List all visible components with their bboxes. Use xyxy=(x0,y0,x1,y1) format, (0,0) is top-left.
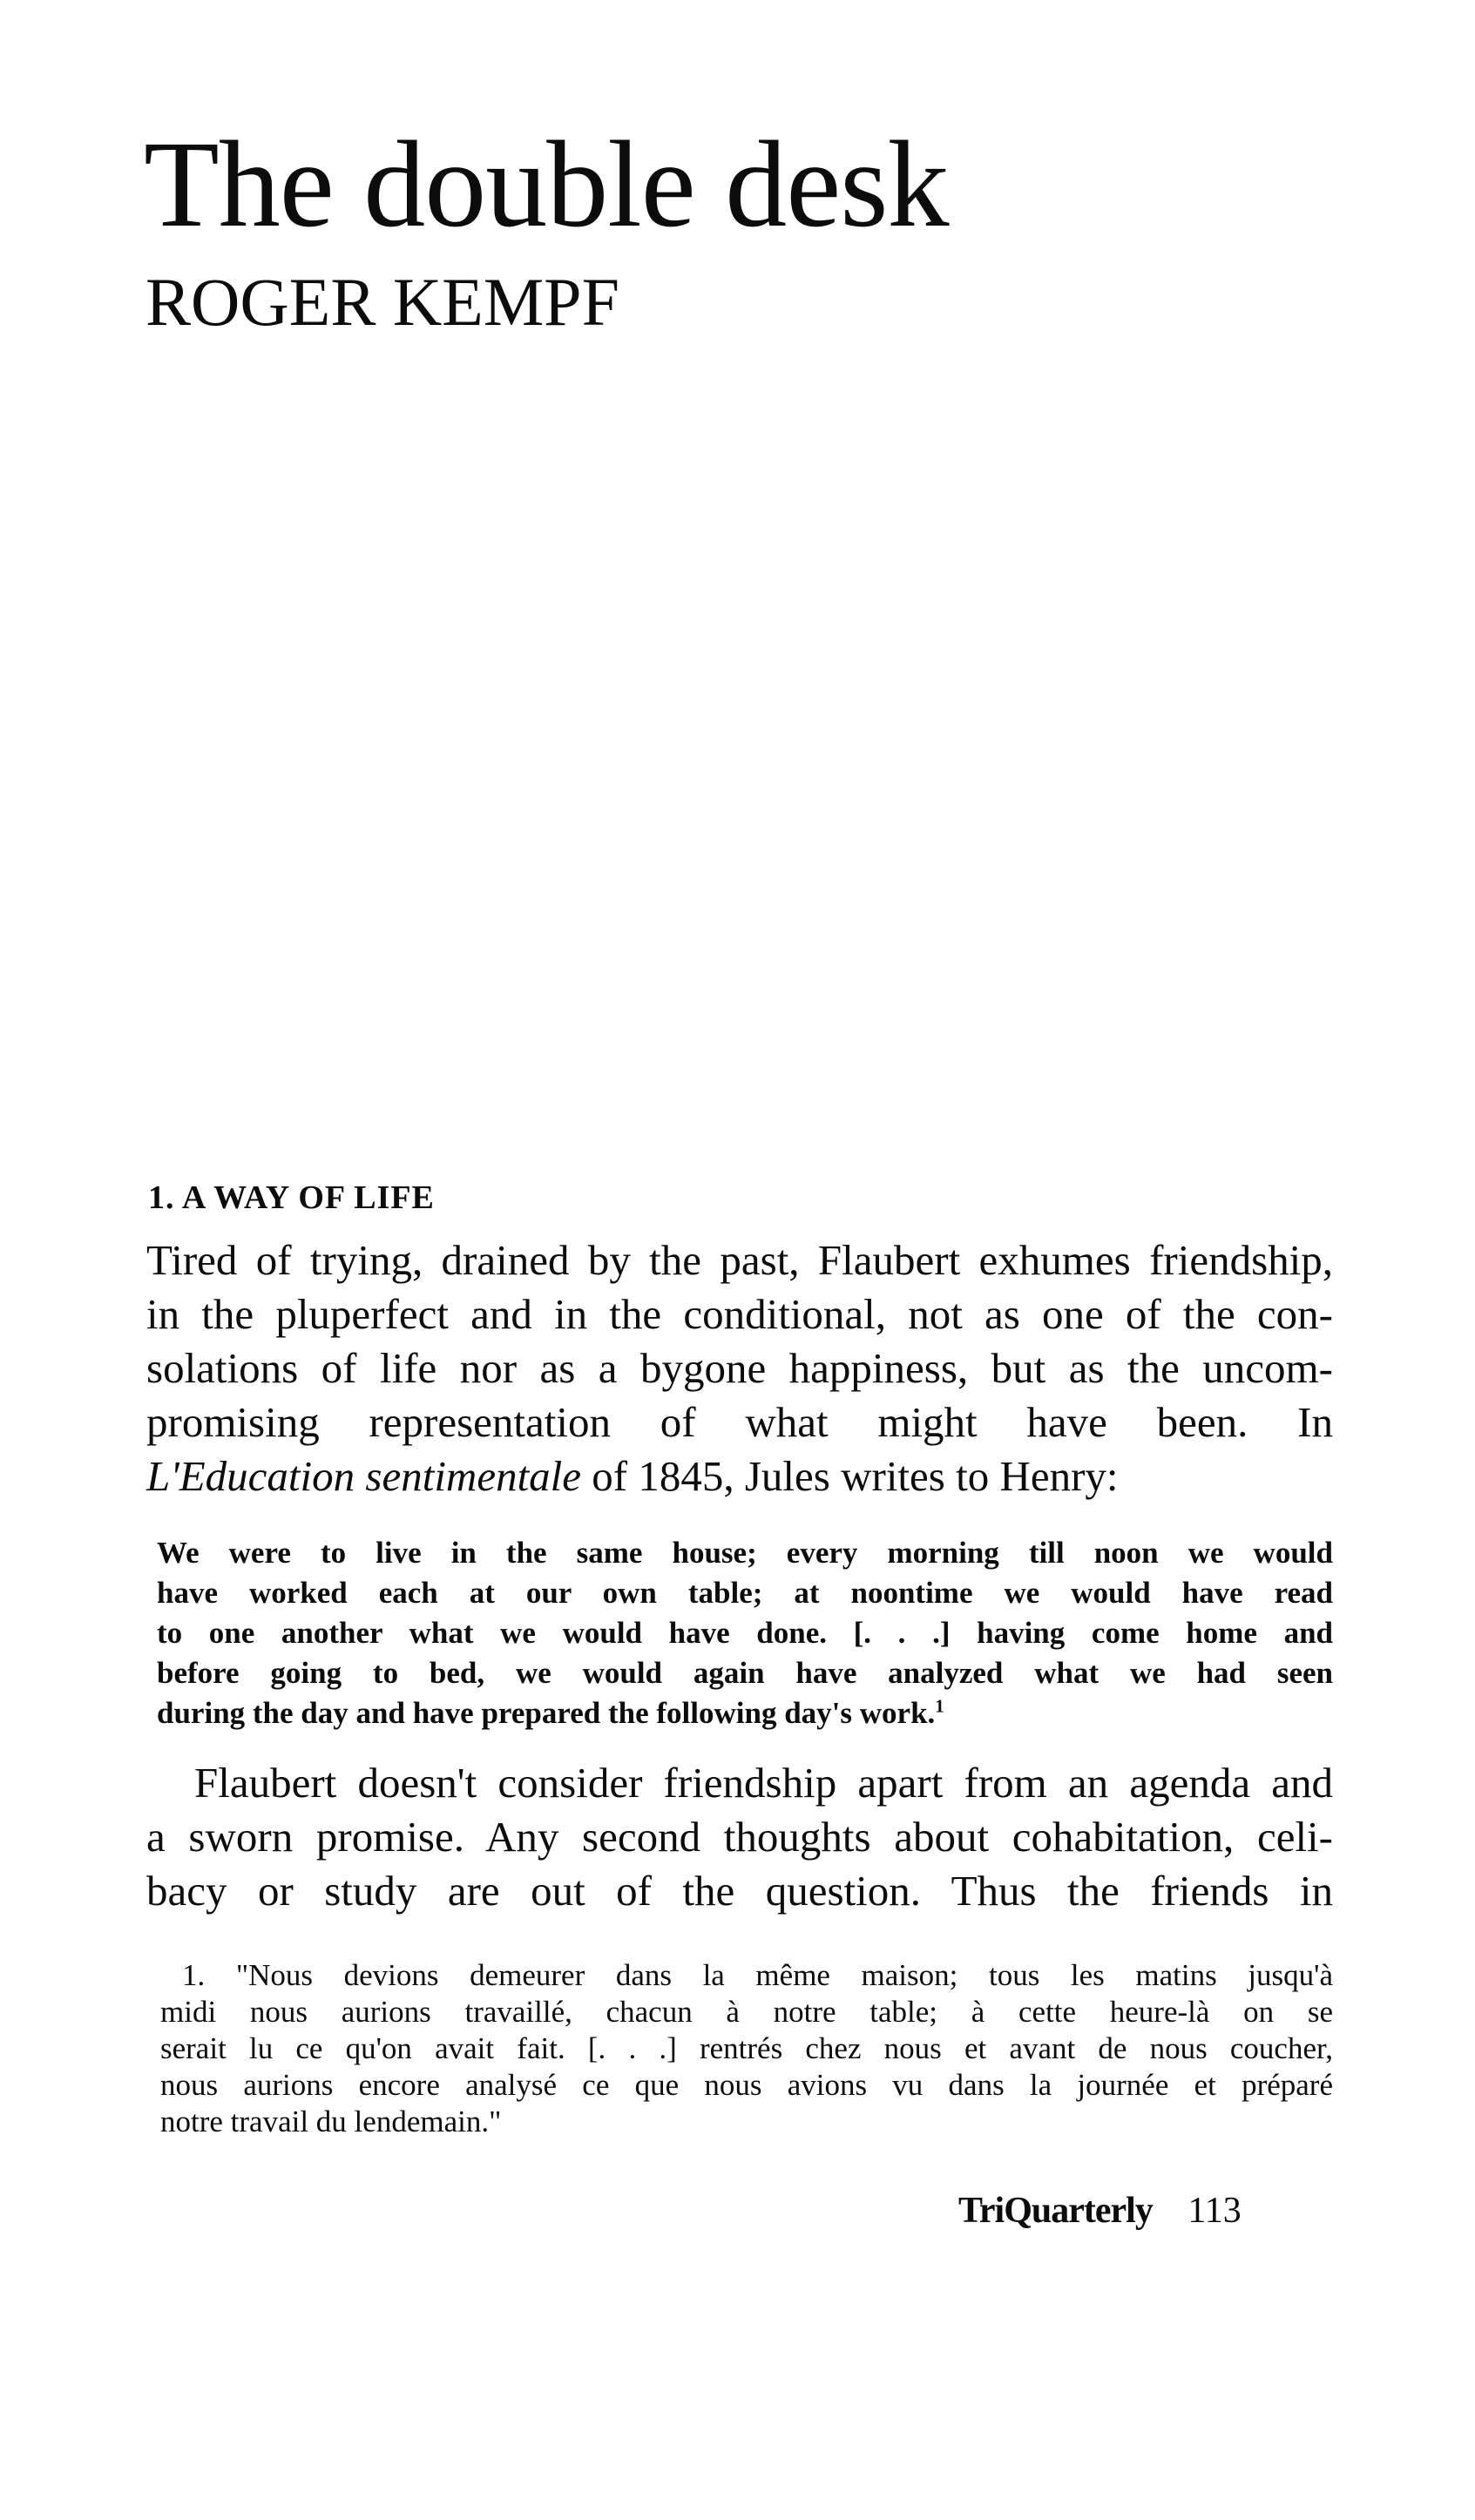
page-footer xyxy=(958,2190,1242,2232)
footnote-marker: 1 xyxy=(935,1695,944,1717)
text-line: Flaubert doesn't consider friendship apart from an agenda and xyxy=(194,1759,1333,1807)
quote-line: to one another what we would have done. [. . .] having come home and xyxy=(157,1616,1333,1650)
quote-line: We were to live in the same house; every morning till noon we would xyxy=(157,1536,1333,1570)
text-line: bacy or study are out of the question. Thus the friends in xyxy=(146,1867,1333,1915)
quote-line: have worked each at our own table; at noontime we would have read xyxy=(157,1576,1333,1610)
section-heading: 1. A WAY OF LIFE xyxy=(148,1179,435,1216)
body-paragraph-2 xyxy=(146,1756,1333,1918)
quote-line: before going to bed, we would again have analyzed what we had seen xyxy=(157,1656,1333,1690)
footnote-line: midi nous aurions travaillé, chacun à notre table; à cette heure-là on se xyxy=(160,1995,1333,2029)
footnote-line: serait lu ce qu'on avait fait. [. . .] rentrés chez nous et avant de nous coucher, xyxy=(160,2031,1333,2065)
journal-name: TriQuarterly xyxy=(958,2191,1153,2231)
footnote-line: 1. "Nous devions demeurer dans la même maison; tous les matins jusqu'à xyxy=(182,1958,1333,1992)
text-line xyxy=(146,1449,1333,1503)
quote-line xyxy=(157,1693,1333,1733)
footnote-line: nous aurions encore analysé ce que nous avions vu dans la journée et préparé xyxy=(160,2068,1333,2102)
quote-line-text: during the day and have prepared the following day's work. xyxy=(157,1696,936,1730)
text-line: promising representation of what might have been. In xyxy=(146,1398,1333,1446)
article-author: ROGER KEMPF xyxy=(145,264,619,340)
article-title: The double desk xyxy=(144,115,949,253)
text-line: solations of life nor as a bygone happiness, but as the uncom- xyxy=(146,1344,1333,1392)
text-line: a sworn promise. Any second thoughts about cohabitation, celi- xyxy=(146,1813,1333,1861)
text-line: in the pluperfect and in the conditional, not as one of the con- xyxy=(146,1290,1333,1338)
text-line: Tired of trying, drained by the past, Flaubert exhumes friendship, xyxy=(146,1236,1333,1284)
italic-title: L'Education xyxy=(146,1452,355,1500)
footnote-line: notre travail du lendemain." xyxy=(160,2105,502,2138)
italic-title-cont: sentimentale xyxy=(365,1452,582,1500)
body-paragraph-1 xyxy=(146,1233,1333,1503)
block-quote xyxy=(157,1533,1333,1733)
page-number: 113 xyxy=(1187,2191,1242,2231)
text-fragment: of 1845, Jules writes to Henry: xyxy=(592,1452,1119,1500)
footnote xyxy=(160,1957,1333,2140)
